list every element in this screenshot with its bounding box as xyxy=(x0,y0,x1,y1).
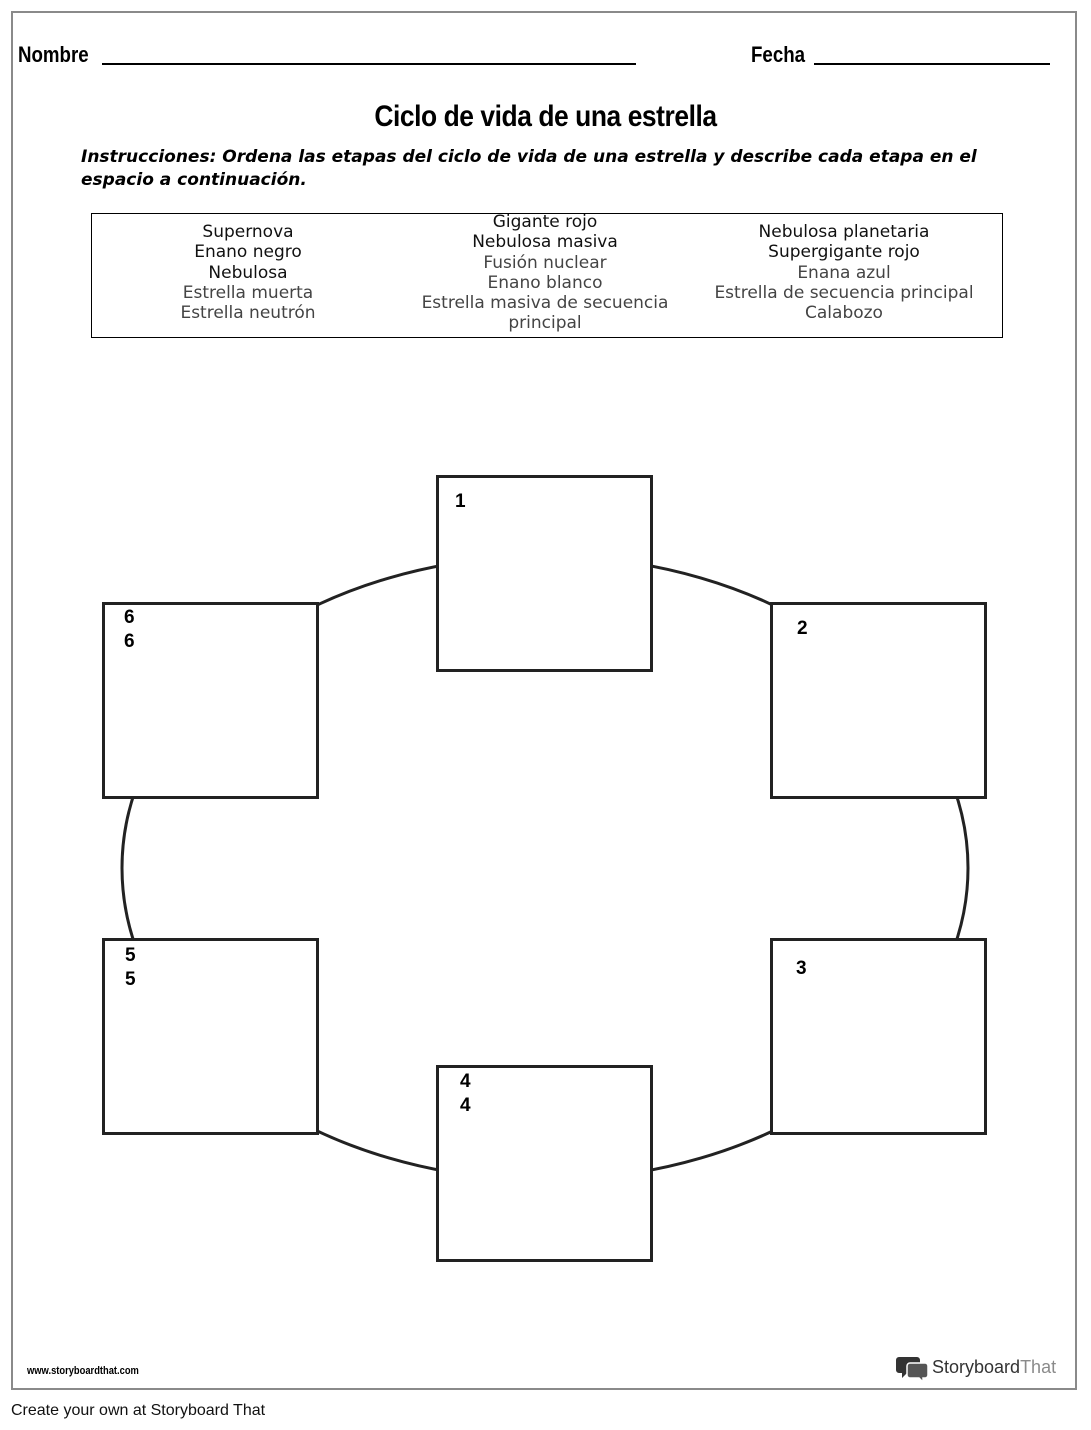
stage-box-1 xyxy=(438,477,652,671)
word-item: Fusión nuclear xyxy=(483,252,607,273)
instructions-text: Instrucciones: Ordena las etapas del ciclo de vida de una estrella y describe cada etapa en el espacio a continuación. xyxy=(81,147,977,190)
word-item: Calabozo xyxy=(805,303,883,324)
speech-bubble-icon xyxy=(896,1354,930,1382)
brand-main-text: Storyboard xyxy=(932,1357,1021,1377)
stage-box-4-number: 4 4 xyxy=(460,1071,471,1116)
create-your-own-caption[interactable]: Create your own at Storyboard That xyxy=(11,1402,266,1419)
stage-box-6-number: 6 6 xyxy=(124,607,135,652)
word-item: Enana azul xyxy=(797,262,891,283)
word-item: Supernova xyxy=(202,222,294,242)
word-item: principal xyxy=(508,313,582,334)
word-item: Estrella muerta xyxy=(182,282,314,303)
stage-box-3-number: 3 xyxy=(796,958,807,979)
word-item: Estrella de secuencia principal xyxy=(714,282,974,303)
word-item: Nebulosa planetaria xyxy=(758,222,930,242)
stage-box-6 xyxy=(104,604,318,798)
word-item: Enano negro xyxy=(194,242,302,263)
website-url: www.storyboardthat.com xyxy=(27,1365,139,1377)
page-title: Ciclo de vida de una estrella xyxy=(374,100,717,133)
word-item: Nebulosa masiva xyxy=(472,232,618,253)
word-item: Nebulosa xyxy=(208,262,288,283)
brand-accent-text: That xyxy=(1020,1357,1057,1377)
name-label: Nombre xyxy=(18,42,89,67)
stage-box-2-number: 2 xyxy=(797,618,808,639)
word-item: Enano blanco xyxy=(487,272,603,293)
word-item: Supergigante rojo xyxy=(768,242,920,263)
stage-box-1-number: 1 xyxy=(455,491,466,512)
stage-box-5-number: 5 5 xyxy=(125,945,136,990)
word-item: Estrella masiva de secuencia xyxy=(421,293,669,314)
word-item: Estrella neutrón xyxy=(180,303,316,324)
word-item: Gigante rojo xyxy=(492,212,598,232)
date-label: Fecha xyxy=(751,42,806,67)
